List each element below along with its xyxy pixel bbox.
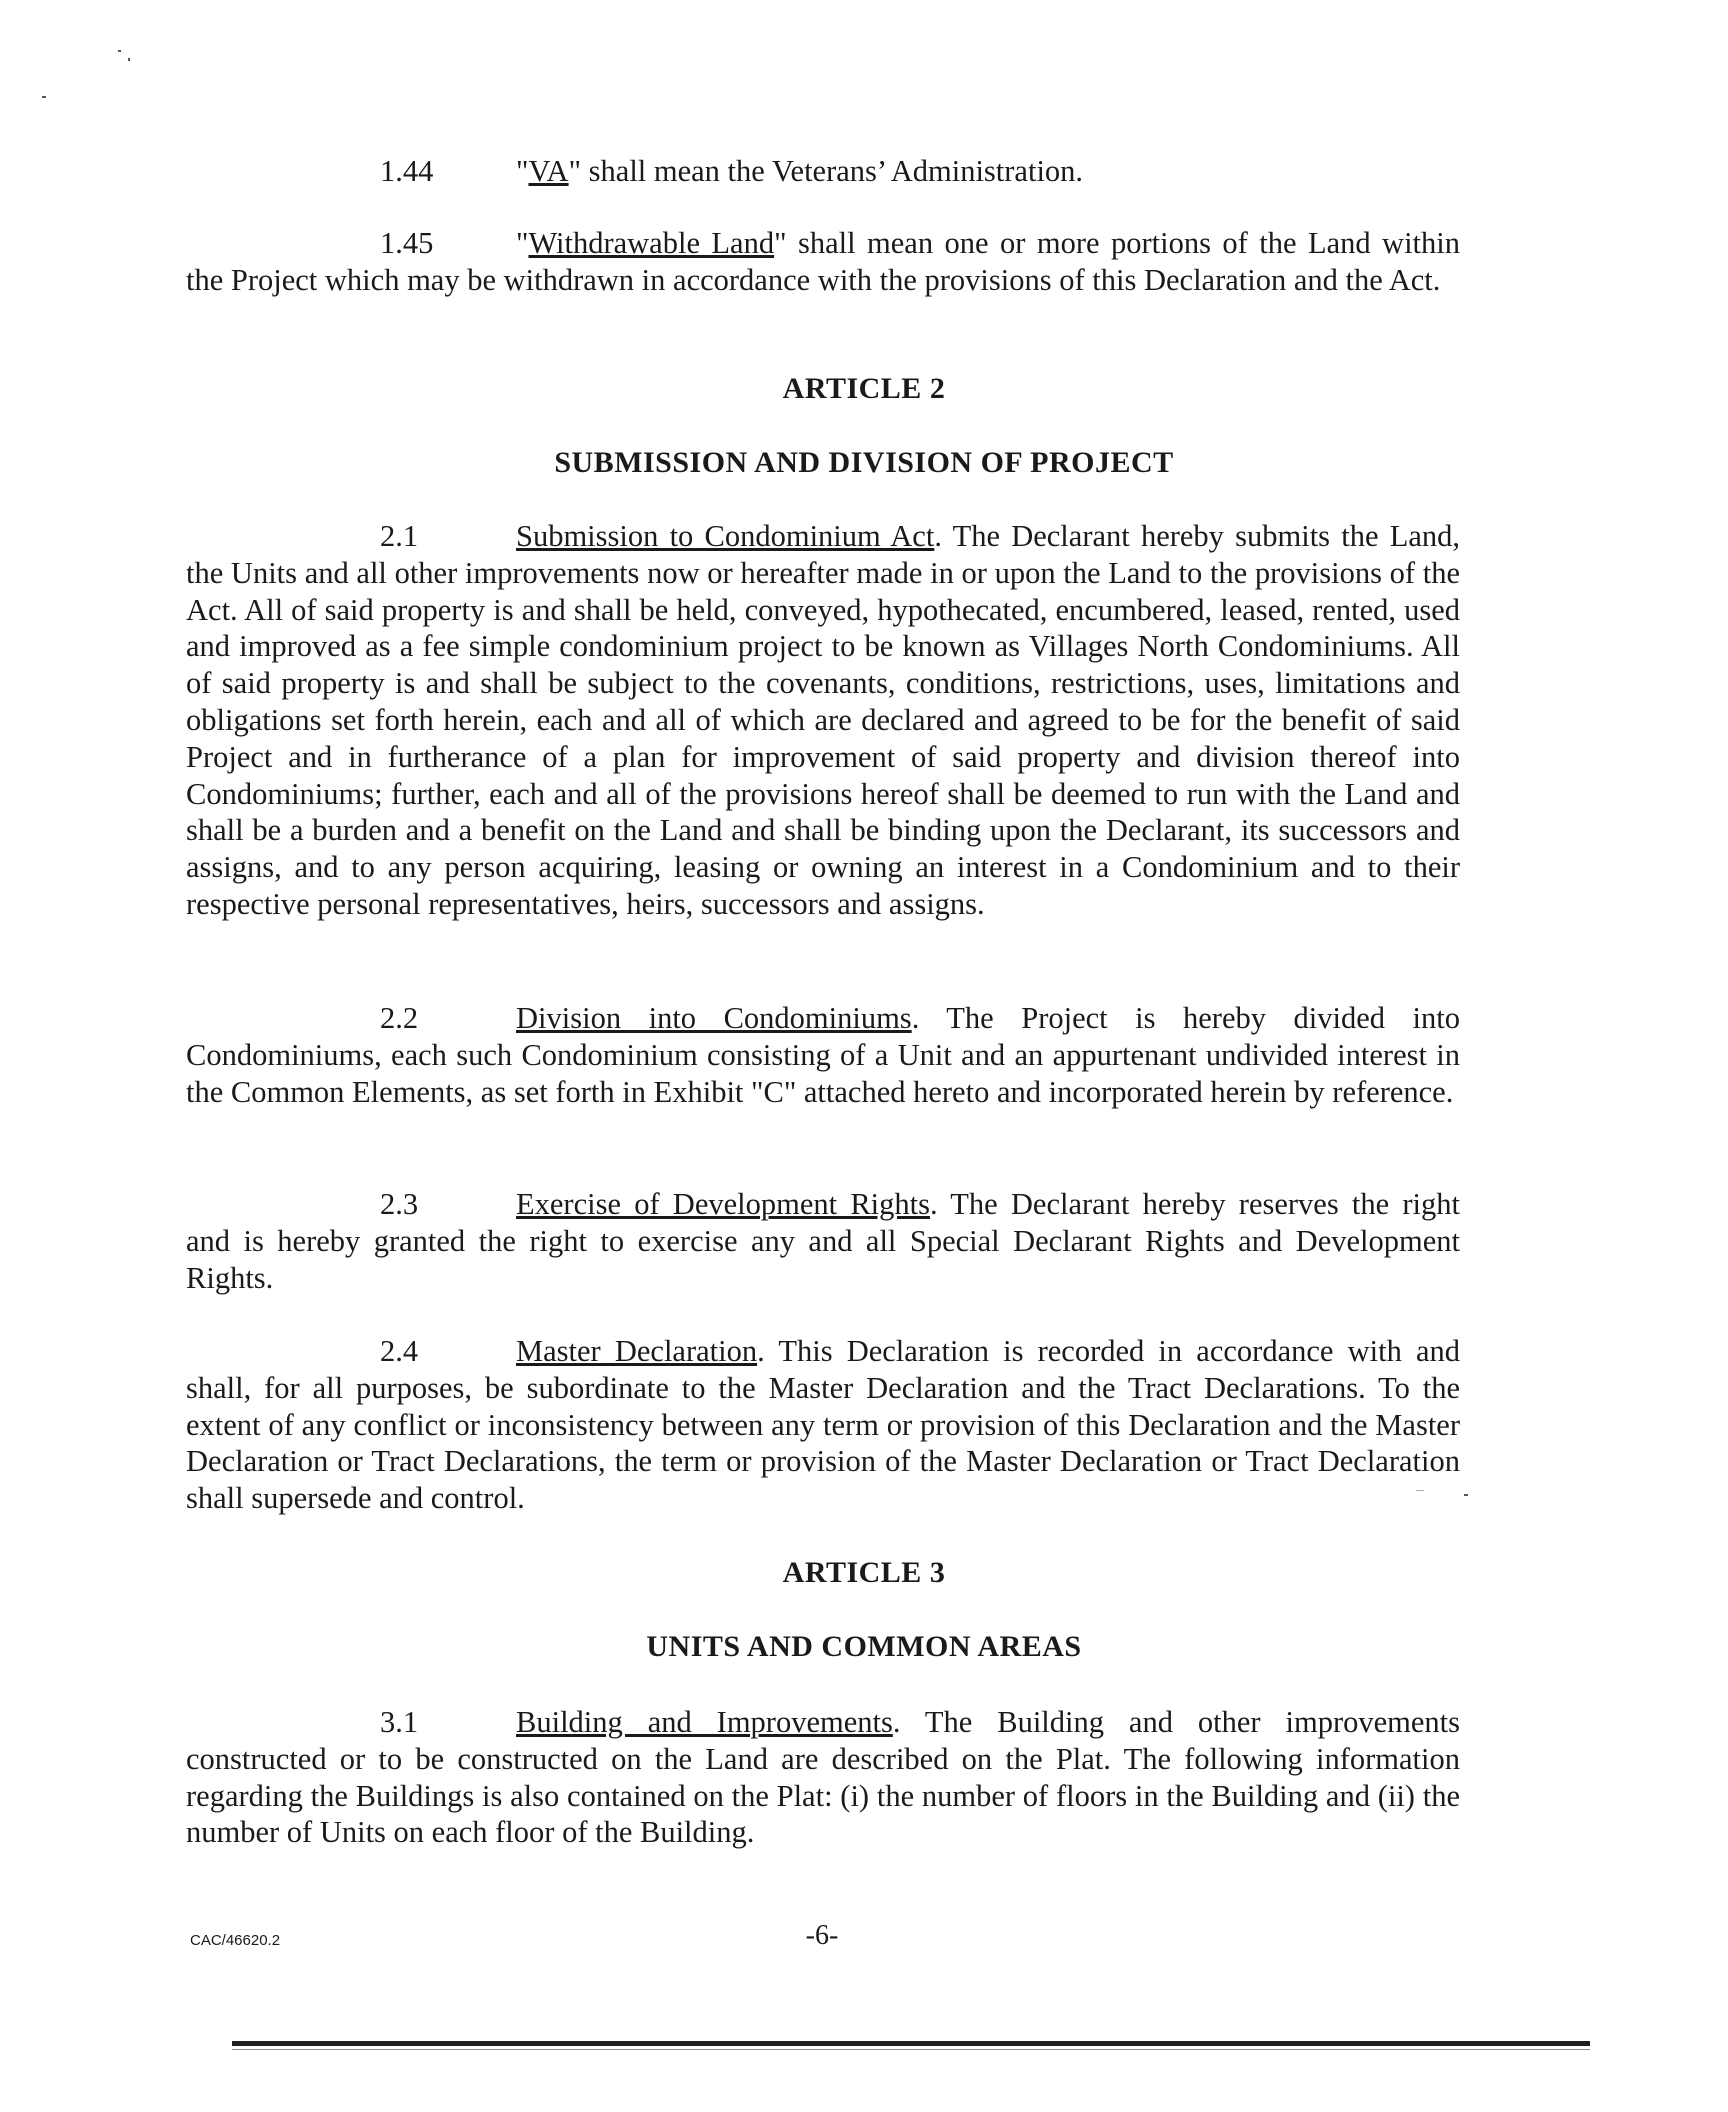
section-number: 1.45 bbox=[380, 226, 434, 260]
defined-term: Withdrawable Land bbox=[528, 226, 775, 260]
section-number: 2.1 bbox=[380, 519, 419, 553]
scan-speck bbox=[118, 50, 121, 52]
section-text: shall mean one or more portions of the Land within the Project which may be withdrawn in accordance with the provisions of this Declaration and the Act. bbox=[186, 226, 1461, 297]
section-text: . The Declarant hereby submits the Land, the Units and all other improvements now or hereafter made in or upon the Land to the provisions of the Act. All of said property is and shall be held, conveyed, hypothecated, encumbered, leased, rented, used and improved as a fee simple condominium project to be known as Villages North Condominiums. All of said property is and shall be subject to the covenants, conditions, restrictions, uses, limitations and obligations set forth herein, each and all of which are declared and agreed to be for the benefit of said Project and in furtherance of a plan for improvement of said property and division thereof into Condominiums; further, each and all of the provisions hereof shall be deemed to run with the Land and shall be a burden and a benefit on the Land and shall be binding upon the Declarant, its successors and assigns, and to any person acquiring, leasing or owning an interest in a Condominium and to their respective personal representatives, heirs, successors and assigns. bbox=[186, 519, 1460, 921]
section-2-4 bbox=[186, 1333, 1460, 1517]
document-id: CAC/46620.2 bbox=[190, 1932, 281, 1949]
section-heading: Master Declaration bbox=[516, 1334, 758, 1368]
page-number: -6- bbox=[805, 1920, 839, 1951]
section-heading: Exercise of Development Rights bbox=[516, 1187, 930, 1221]
bottom-scan-edge-thin bbox=[232, 2049, 1590, 2050]
section-number: 1.44 bbox=[380, 154, 434, 188]
section-number: 2.2 bbox=[380, 1001, 419, 1035]
section-text: . The Project is hereby divided into Condominiums, each such Condominium consisting of a Unit and an appurtenant undivided interest in the Common Elements, as set forth in Exhibit "C" attached hereto and incorporated herein by reference. bbox=[186, 1001, 1460, 1109]
section-text: . This Declaration is recorded in accordance with and shall, for all purposes, be subordinate to the Master Declaration and the Tract Declarations. To the extent of any conflict or inconsistency between any term or provision of this Declaration and the Master Declaration or Tract Declarations, the term or provision of the Master Declaration or Tract Declaration shall supersede and control. bbox=[186, 1334, 1461, 1516]
section-2-3 bbox=[186, 1186, 1460, 1296]
article-2-subtitle: SUBMISSION AND DIVISION OF PROJECT bbox=[554, 446, 1174, 479]
defined-term: VA bbox=[528, 154, 569, 188]
scan-speck bbox=[128, 58, 130, 61]
section-heading: Building and Improvements bbox=[516, 1705, 893, 1739]
section-text: shall mean the Veterans’ Administration. bbox=[581, 154, 1084, 188]
section-number: 3.1 bbox=[380, 1705, 419, 1739]
scan-speck bbox=[1416, 1490, 1424, 1491]
article-3-title: ARTICLE 3 bbox=[782, 1556, 946, 1589]
section-heading: Division into Condominiums bbox=[516, 1001, 912, 1035]
section-number: 2.4 bbox=[380, 1334, 419, 1368]
section-2-1 bbox=[186, 518, 1460, 923]
scan-speck bbox=[1464, 1494, 1468, 1496]
section-number: 2.3 bbox=[380, 1187, 419, 1221]
article-2-title: ARTICLE 2 bbox=[782, 372, 946, 405]
bottom-scan-edge bbox=[232, 2041, 1590, 2046]
article-3-subtitle: UNITS AND COMMON AREAS bbox=[646, 1630, 1082, 1663]
scan-speck bbox=[42, 96, 46, 98]
section-3-1 bbox=[186, 1704, 1460, 1851]
section-text: . The Declarant hereby reserves the right and is hereby granted the right to exercise any and all Special Declarant Rights and Development Rights. bbox=[186, 1187, 1460, 1295]
section-1-45: 1.45 "Withdrawable Land" shall mean one or more portions of the Land within the Project which may be withdrawn in accordance with the provisions of this Declaration and the Act. bbox=[186, 226, 1461, 297]
section-2-2 bbox=[186, 1000, 1460, 1110]
section-heading: Submission to Condominium Act bbox=[516, 519, 935, 553]
section-text: . The Building and other improvements constructed or to be constructed on the Land are described on the Plat. The following information regarding the Buildings is also contained on the Plat: (i) the number of floors in the Building and (ii) the number of Units on each floor of the Building. bbox=[186, 1705, 1460, 1850]
section-1-44: 1.44 "VA" shall mean the Veterans’ Administration. bbox=[380, 154, 1084, 188]
